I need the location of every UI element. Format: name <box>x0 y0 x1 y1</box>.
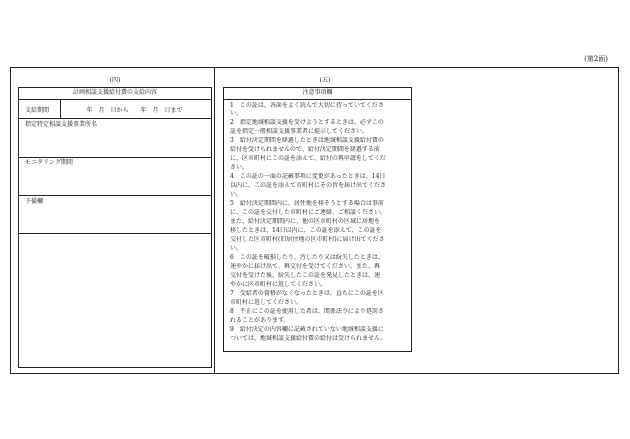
reserve-row-separator <box>19 233 211 234</box>
period-row-separator <box>19 118 211 119</box>
note-line: 以内に、この証を添えて市町村にその旨を届け出てくださ <box>230 182 387 189</box>
note-line: い。 <box>230 245 243 252</box>
benefit-content-table <box>18 87 212 368</box>
title-separator <box>19 99 211 100</box>
note-line: い。 <box>230 191 243 198</box>
note-line: さい。 <box>230 164 249 171</box>
note-line: れることがあります。 <box>230 317 290 324</box>
note-line: 交付を受けた後、紛失したこの証を発見したときは、速 <box>230 272 381 279</box>
monitoring-row-separator <box>19 195 211 196</box>
note-line: 5 給付決定期間内に、居住地を移そうとする場合は事前 <box>230 200 384 207</box>
note-line: 移したときは、14日以内に、この証を添えて、この証を <box>230 227 382 234</box>
note-line: 9 給付決定の内容欄に記載されていない地域相談支援に <box>230 326 384 333</box>
note-line: 交付した区市町村(旧居住地の区市町村)に届け出てくださ <box>230 236 385 243</box>
note-line: 証を指定一般相談支援事業者に提示してください。 <box>230 128 369 135</box>
monitoring-period-label: モニタリング期間 <box>25 159 73 166</box>
note-line: やかに区市町村に返してください。 <box>230 281 327 288</box>
note-line: 6 この証を破損したり、汚したり又は紛失したときは、 <box>230 254 384 261</box>
note-line: 8 不正にこの証を使用した者は、関係法令により処罰さ <box>230 308 384 315</box>
payment-period-label: 支給期間 <box>25 107 50 114</box>
note-line: い。 <box>230 110 243 117</box>
benefit-content-title: 計画相談支援給付費の支給内容 <box>72 89 157 96</box>
payment-period-value: 年 月 日から 年 月 日まで <box>86 107 183 114</box>
note-line: ついては、地域相談支援給付費の給付は受けられません。 <box>230 335 387 342</box>
note-line: 4 この証の一面の記載事項に変更があったときは、14日 <box>230 173 386 180</box>
notes-title: 注意事項欄 <box>302 89 333 96</box>
office-row-separator <box>19 157 211 158</box>
note-line: 1 この証は、各面をよく読んで大切に持っていてくださ <box>230 102 384 109</box>
designated-office-label: 指定特定相談支援事業所名 <box>25 121 98 128</box>
note-line: 速やかに届け出て、再交付を受けてください。また、再 <box>230 263 380 270</box>
note-line: 給付を受けられませんので、給付決定期間を経過する前 <box>230 146 380 153</box>
panel-divider <box>214 67 215 374</box>
note-line: に、この証を交付した市町村にご連絡、ご相談ください。 <box>230 209 387 216</box>
note-line: 7 受給者の資格がなくなったときは、直ちにこの証を区 <box>230 290 384 297</box>
reserve-field-label: 予備欄 <box>25 198 44 205</box>
note-line: 2 指定地域相談支援を受けようとするときは、必ずこの <box>230 119 384 126</box>
note-line: に、区市町村にこの証を添えて、給付の再申請をしてくだ <box>230 155 386 162</box>
right-panel-number: (五) <box>319 77 331 84</box>
page-number: (第2面) <box>584 55 608 63</box>
note-line: また、給付決定期間内に、他の区市町村の区域に居地を <box>230 218 381 225</box>
notes-title-separator <box>224 99 411 100</box>
left-panel-number: (四) <box>109 77 121 84</box>
note-line: 市町村に返してください。 <box>230 299 303 306</box>
notes-table <box>223 87 412 352</box>
note-line: 3 給付決定期間を経過したときは地域相談支援給付費の <box>230 137 384 144</box>
certificate-page-frame <box>10 67 619 374</box>
